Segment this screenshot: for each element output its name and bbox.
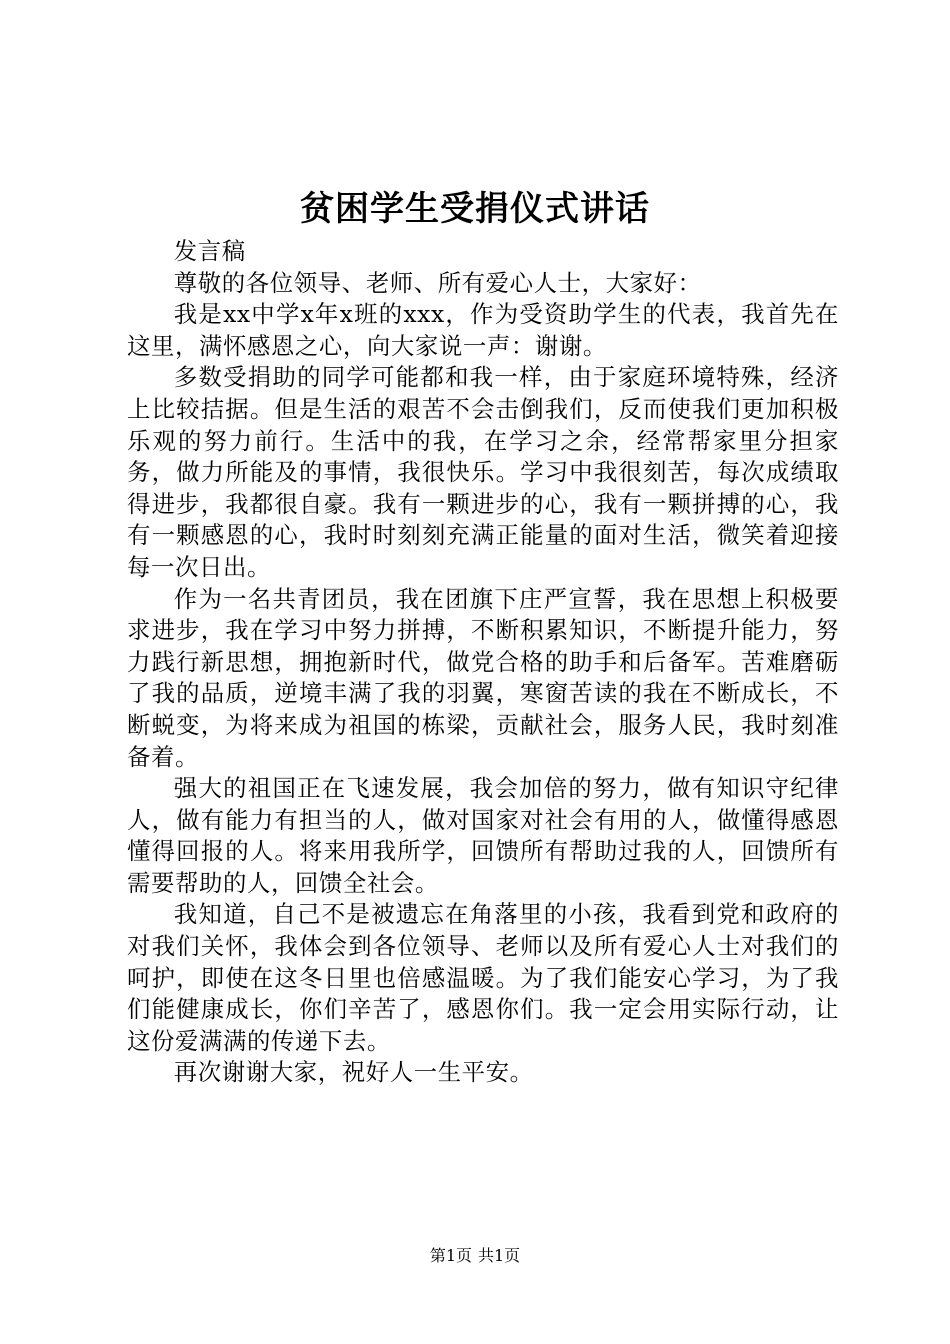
- paragraph: 多数受捐助的同学可能都和我一样，由于家庭环境特殊，经济上比较拮据。但是生活的艰苦不会击倒我们，反而使我们更加积极乐观的努力前行。生活中的我，在学习之余，经常帮家里分担家务，做力所能及的事情，我很快乐。学习中我很刻苦，每次成绩取得进步，我都很自豪。我有一颗进步的心，我有一颗拼搏的心，我有一颗感恩的心，我时时刻刻充满正能量的面对生活，微笑着迎接每一次日出。: [127, 363, 839, 581]
- paragraph: 发言稿: [173, 237, 246, 265]
- paragraph: 尊敬的各位领导、老师、所有爱心人士，大家好：: [173, 268, 702, 297]
- page-count: 共1页: [478, 1246, 521, 1265]
- page-footer: [0, 1244, 950, 1268]
- paragraph: 我是xx中学x年x班的xxx，作为受资助学生的代表，我首先在这里，满怀感恩之心，向大家说一声：谢谢。: [127, 300, 839, 360]
- document-title: 贫困学生受捐仪式讲话: [300, 189, 650, 229]
- paragraph: 作为一名共青团员，我在团旗下庄严宣誓，我在思想上积极要求进步，我在学习中努力拼搏，不断积累知识，不断提升能力，努力践行新思想，拥抱新时代，做党合格的助手和后备军。苦难磨砺了我的品质，逆境丰满了我的羽翼，寒窗苦读的我在不断成长，不断蜕变，为将来成为祖国的栋梁，贡献社会，服务人民，我时刻准备着。: [127, 584, 839, 771]
- document-body: [127, 236, 839, 1089]
- paragraph: 再次谢谢大家，祝好人一生平安。: [173, 1058, 534, 1087]
- paragraph: 我知道，自己不是被遗忘在角落里的小孩，我看到党和政府的对我们关怀，我体会到各位领导、老师以及所有爱心人士对我们的呵护，即使在这冬日里也倍感温暖。为了我们能安心学习，为了我们能健康成长，你们辛苦了，感恩你们。我一定会用实际行动，让这份爱满满的传递下去。: [127, 900, 839, 1055]
- paragraph: 强大的祖国正在飞速发展，我会加倍的努力，做有知识守纪律人，做有能力有担当的人，做对国家对社会有用的人，做懂得感恩懂得回报的人。将来用我所学，回馈所有帮助过我的人，回馈所有需要帮助的人，回馈全社会。: [127, 774, 839, 897]
- page-number: 第1页: [429, 1246, 472, 1265]
